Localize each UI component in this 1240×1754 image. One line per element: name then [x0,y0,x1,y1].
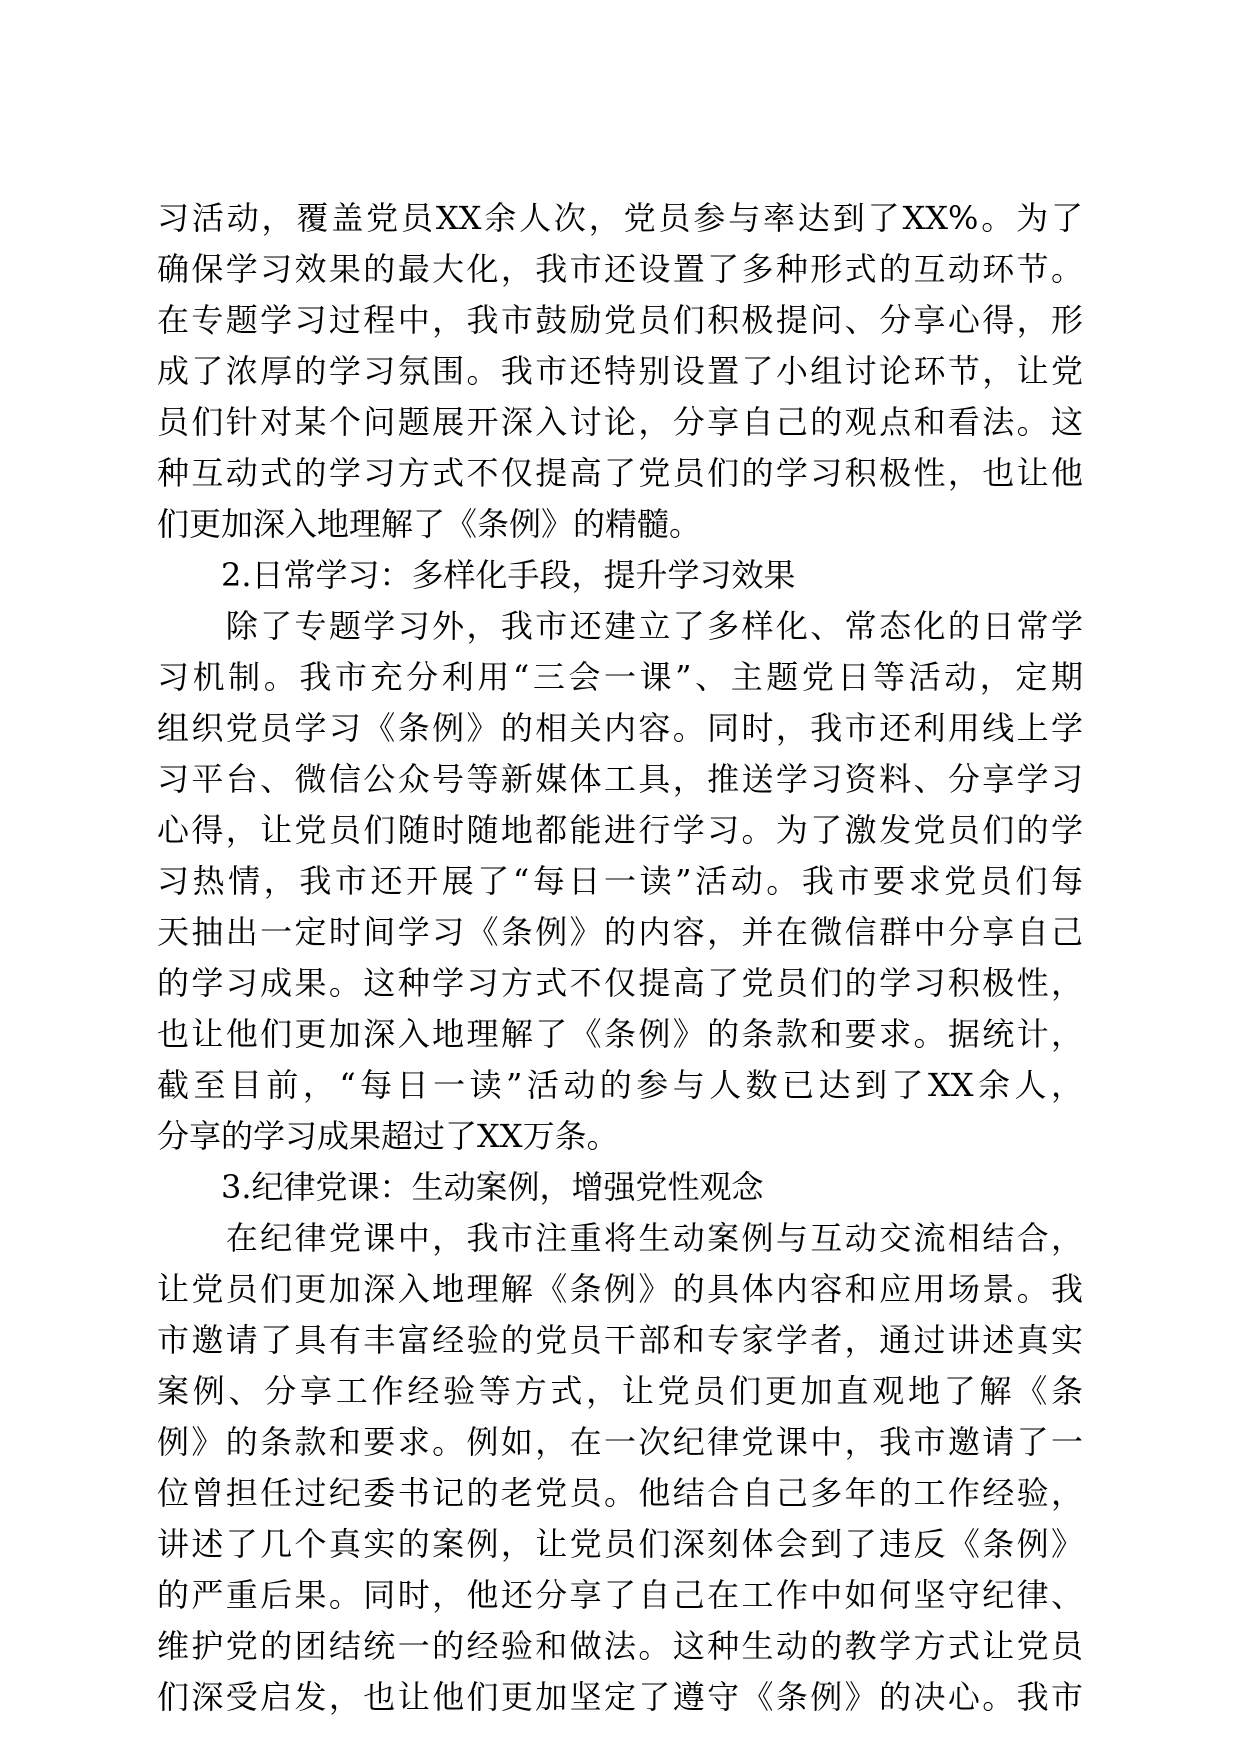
text-line: 的严重后果。同时，他还分享了自己在工作中如何坚守纪律、 [157,1576,1083,1614]
text-line: 成了浓厚的学习氛围。我市还特别设置了小组讨论环节，让党 [157,352,1083,390]
text-line: 位曾担任过纪委书记的老党员。他结合自己多年的工作经验， [157,1474,1083,1512]
text-line: 习活动，覆盖党员XX余人次，党员参与率达到了XX%。为了 [157,199,1083,237]
text-line: 在专题学习过程中，我市鼓励党员们积极提问、分享心得，形 [157,301,1083,339]
text-line: 习平台、微信公众号等新媒体工具，推送学习资料、分享学习 [157,760,1083,798]
text-line: 让党员们更加深入地理解《条例》的具体内容和应用场景。我 [157,1270,1083,1308]
text-line: 们深受启发，也让他们更加坚定了遵守《条例》的决心。我市 [157,1678,1083,1716]
text-line: 天抽出一定时间学习《条例》的内容，并在微信群中分享自己 [157,913,1083,951]
text-line: 确保学习效果的最大化，我市还设置了多种形式的互动环节。 [157,250,1083,288]
text-line: 的学习成果。这种学习方式不仅提高了党员们的学习积极性， [157,964,1083,1002]
text-line: 在纪律党课中，我市注重将生动案例与互动交流相结合， [157,1219,1083,1257]
text-line: 例》的条款和要求。例如，在一次纪律党课中，我市邀请了一 [157,1423,1083,1461]
text-line: 截至目前，“每日一读”活动的参与人数已达到了XX余人， [157,1066,1083,1104]
paragraph-2 [157,601,1083,1162]
paragraph-1 [157,193,1083,550]
text-line: 案例、分享工作经验等方式，让党员们更加直观地了解《条 [157,1372,1083,1410]
text-line: 维护党的团结统一的经验和做法。这种生动的教学方式让党员 [157,1627,1083,1665]
text-line: 市邀请了具有丰富经验的党员干部和专家学者，通过讲述真实 [157,1321,1083,1359]
document-page [157,193,1083,1723]
text-line: 也让他们更加深入地理解了《条例》的条款和要求。据统计， [157,1015,1083,1053]
section-heading-2: 2.日常学习：多样化手段，提升学习效果 [221,556,796,594]
text-line: 种互动式的学习方式不仅提高了党员们的学习积极性，也让他 [157,454,1083,492]
text-line: 们更加深入地理解了《条例》的精髓。 [157,505,702,543]
text-line: 分享的学习成果超过了XX万条。 [157,1117,619,1155]
section-heading-3: 3.纪律党课：生动案例，增强党性观念 [221,1168,764,1206]
paragraph-3 [157,1213,1083,1723]
text-line: 员们针对某个问题展开深入讨论，分享自己的观点和看法。这 [157,403,1083,441]
text-line: 组织党员学习《条例》的相关内容。同时，我市还利用线上学 [157,709,1083,747]
text-line: 习热情，我市还开展了“每日一读”活动。我市要求党员们每 [157,862,1083,900]
text-line: 除了专题学习外，我市还建立了多样化、常态化的日常学 [157,607,1083,645]
text-line: 习机制。我市充分利用“三会一课”、主题党日等活动，定期 [157,658,1083,696]
text-line: 心得，让党员们随时随地都能进行学习。为了激发党员们的学 [157,811,1083,849]
text-line: 讲述了几个真实的案例，让党员们深刻体会到了违反《条例》 [157,1525,1083,1563]
